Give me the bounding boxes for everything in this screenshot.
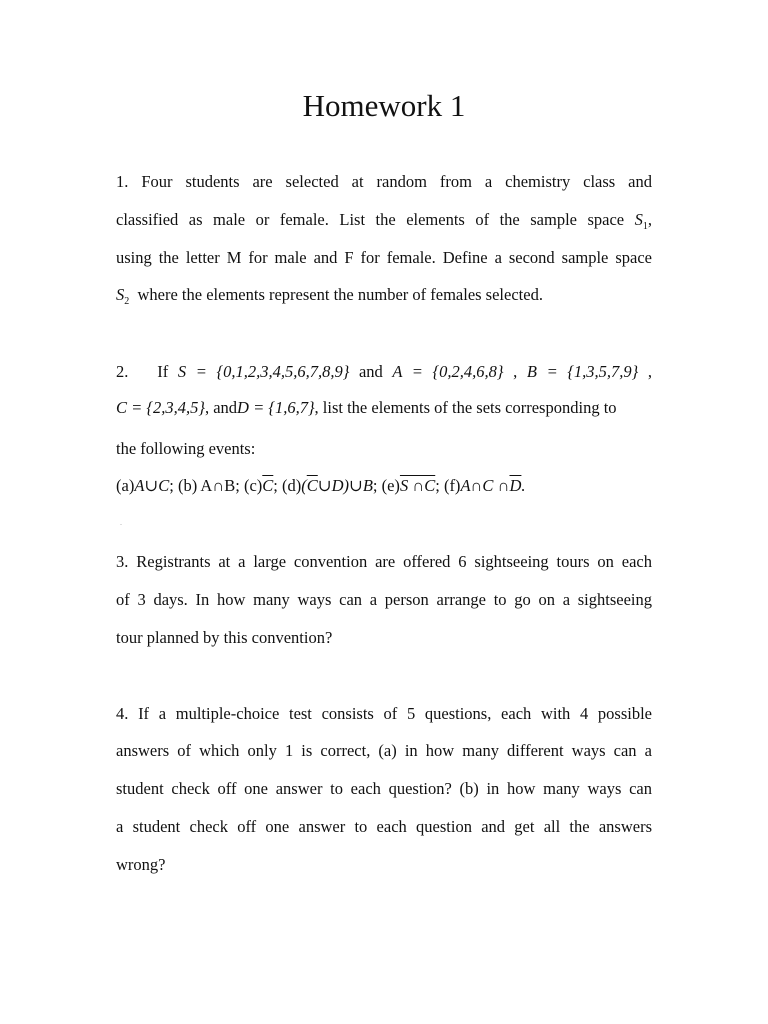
event-a: A∪C — [134, 476, 170, 495]
q1-line-1: 1. Four students are selected at random from a chemistry class and — [116, 172, 652, 191]
sample-space-s1: $S_1$ — [634, 210, 648, 232]
q2-line-2: C = {2,3,4,5}, andD = {1,6,7}, list the elements of the sets corresponding to — [116, 398, 617, 417]
q3-line-1: 3. Registrants at a large convention are offered 6 sightseeing tours on each — [116, 552, 652, 571]
stray-mark: . — [120, 518, 122, 527]
q2-line-1: 2. If S = {0,1,2,3,4,5,6,7,8,9} and A = {0,2,4,6,8} , B = {1,3,5,7,9} , — [116, 362, 653, 381]
set-s: S = {0,1,2,3,4,5,6,7,8,9} — [177, 362, 350, 381]
set-a: A = {0,2,4,6,8} — [392, 362, 504, 381]
sample-space-s2: $S_2$ — [116, 285, 130, 307]
page-title: Homework 1 — [302, 88, 466, 123]
q4-line-5: wrong? — [116, 855, 166, 874]
q4-line-2: answers of which only 1 is correct, (a) in how many different ways can a — [116, 741, 652, 760]
q1-line-2: classified as male or female. List the elements of the sample space $S_1$, — [116, 210, 652, 232]
set-c: C = {2,3,4,5} — [116, 398, 205, 417]
q1-line-3: using the letter M for male and F for female. Define a second sample space — [116, 248, 652, 267]
q2-events: (a)A∪C; (b) A∩B; $(c)\overline{C}$; $(d)(\overline{C}\cup D)\cup B$; (e)S ∩C; (f)A∩C $\cap\overline{D}$. — [116, 476, 526, 495]
q3-line-2: of 3 days. In how many ways can a person arrange to go on a sightseeing — [116, 590, 652, 609]
event-f: A∩C $\cap\overline{D}$. — [460, 476, 526, 495]
event-c: $\overline{C}$ — [262, 476, 274, 495]
q3-line-3: tour planned by this convention? — [116, 628, 333, 647]
q4-line-1: 4. If a multiple-choice test consists of 5 questions, each with 4 possible — [116, 704, 652, 723]
q1-line-2-text: classified as male or female. List the elements of the sample space — [116, 210, 625, 229]
event-d: $(\overline{C}\cup D)\cup B$ — [301, 476, 373, 495]
event-e: S ∩C — [399, 476, 436, 495]
q2-line-3: the following events: — [116, 439, 256, 458]
q1-line-4-text: where the elements represent the number of females selected. — [137, 285, 543, 304]
q4-line-4: a student check off one answer to each question and get all the answers — [116, 817, 652, 836]
set-b: B = {1,3,5,7,9} — [526, 362, 639, 381]
q1-line-4 — [116, 284, 652, 309]
set-d: D = {1,6,7} — [237, 398, 315, 417]
q4-line-3: student check off one answer to each question? (b) in how many ways can — [116, 779, 652, 798]
